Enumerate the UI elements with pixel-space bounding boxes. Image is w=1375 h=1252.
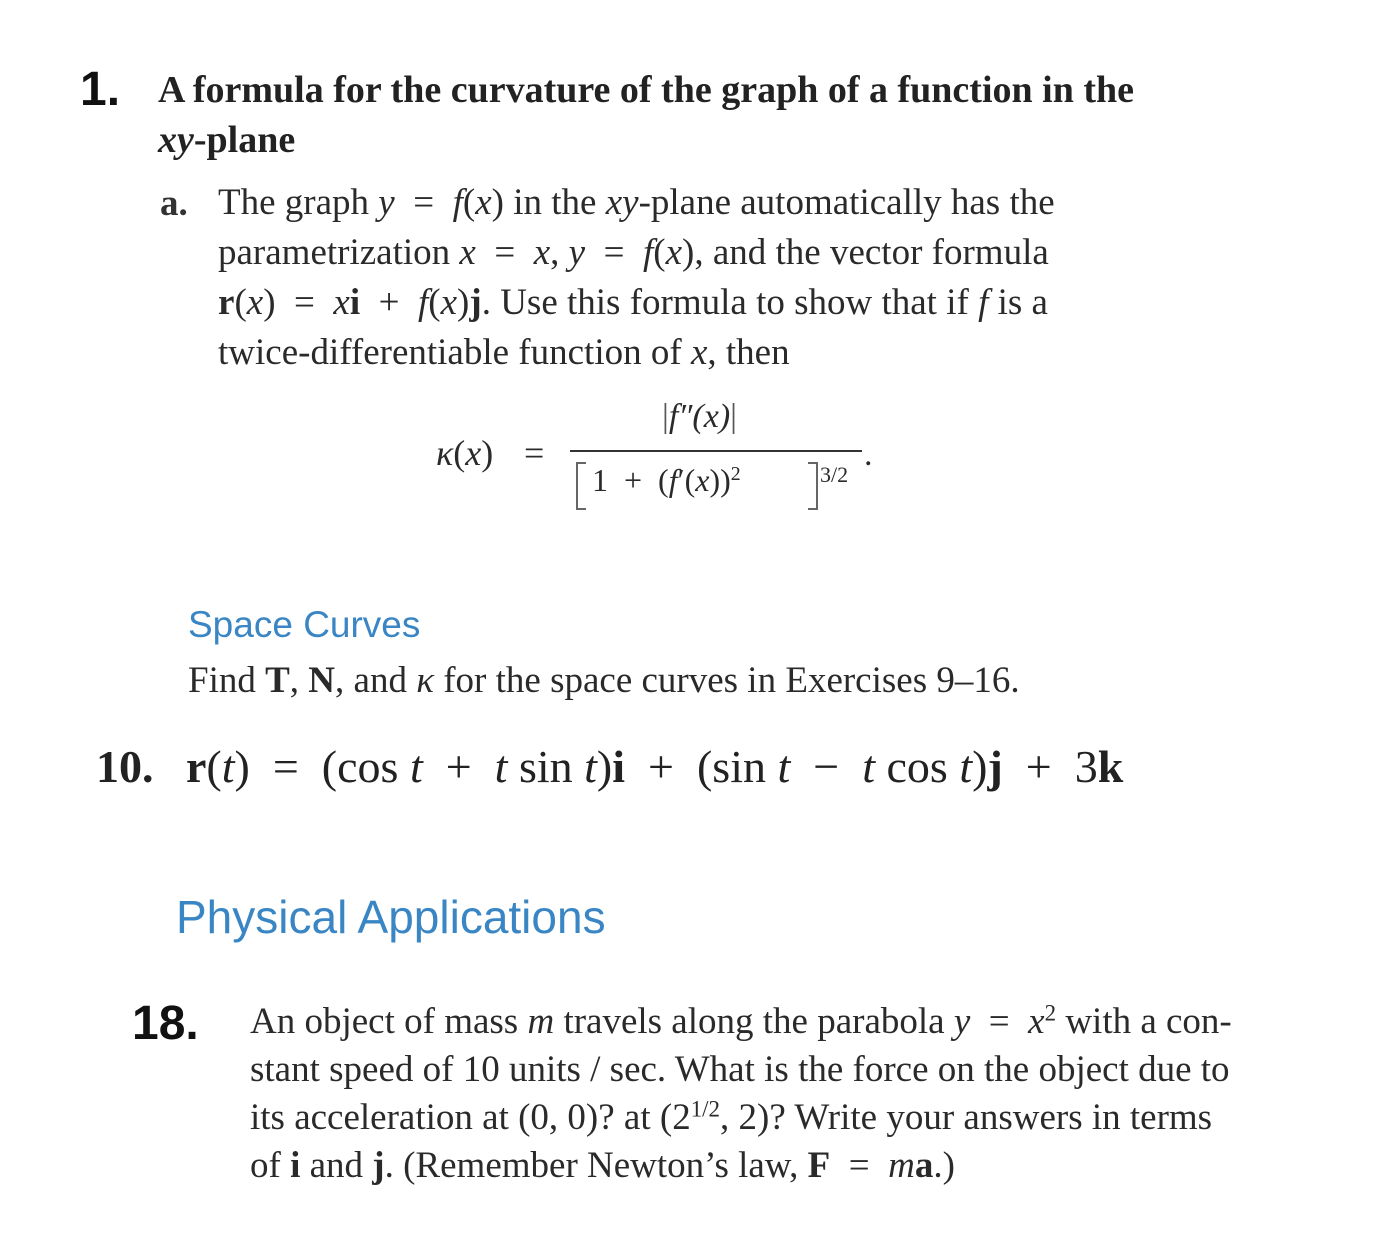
problem-18-line-4: of i and j. (Remember Newton’s law, F = ma.): [250, 1145, 955, 1186]
problem-10-number: 10.: [96, 741, 154, 792]
denominator-exponent: 3/2: [820, 462, 849, 487]
problem-18-line-3: its acceleration at (0, 0)? at ($2^{1/2}$, 2)? Write your answers in terms: [250, 1096, 1213, 1138]
space-curves-heading: Space Curves: [188, 604, 421, 645]
problem-18-number: 18.: [132, 997, 199, 1050]
problem-1-title: A formula for the curvature of the graph of a function in the: [158, 69, 1134, 111]
denominator-left-bracket: [576, 462, 586, 510]
problem-18-line-1: An object of mass m travels along the parabola $y = x^2$ with a con-: [250, 1000, 1232, 1042]
denominator-right-bracket: [808, 462, 818, 510]
curvature-denominator: $1 + (f'(x))^2$: [592, 462, 741, 498]
part-a-line-3: r(x) = xi + f(x)j. Use this formula to show that if f is a: [218, 282, 1048, 323]
part-a-line-1: The graph y = f(x) in the xy-plane automatically has the: [218, 182, 1055, 223]
problem-18-line-2: stant speed of 10 units / sec. What is the force on the object due to: [250, 1049, 1230, 1090]
problem-1-title-line2: xy-plane: [158, 119, 296, 161]
part-a-label: a.: [160, 183, 188, 224]
part-a-line-2: parametrization x = x, y = f(x), and the vector formula: [218, 232, 1049, 273]
formula-period: .: [864, 436, 873, 473]
physical-applications-heading: Physical Applications: [176, 891, 606, 943]
problem-1-number: 1.: [80, 63, 121, 116]
problem-10-equation: r(t) = (cos t + t sin t)i + (sin t − t cos t)j + 3k: [186, 741, 1124, 792]
space-curves-instruction: Find T, N, and κ for the space curves in Exercises 9–16.: [188, 660, 1020, 701]
fraction-bar: [570, 450, 862, 452]
curvature-lhs: κ(x): [436, 433, 494, 473]
curvature-equals: =: [524, 433, 545, 473]
part-a-line-4: twice-differentiable function of x, then: [218, 332, 790, 373]
curvature-numerator: |f″(x)|: [662, 398, 737, 435]
